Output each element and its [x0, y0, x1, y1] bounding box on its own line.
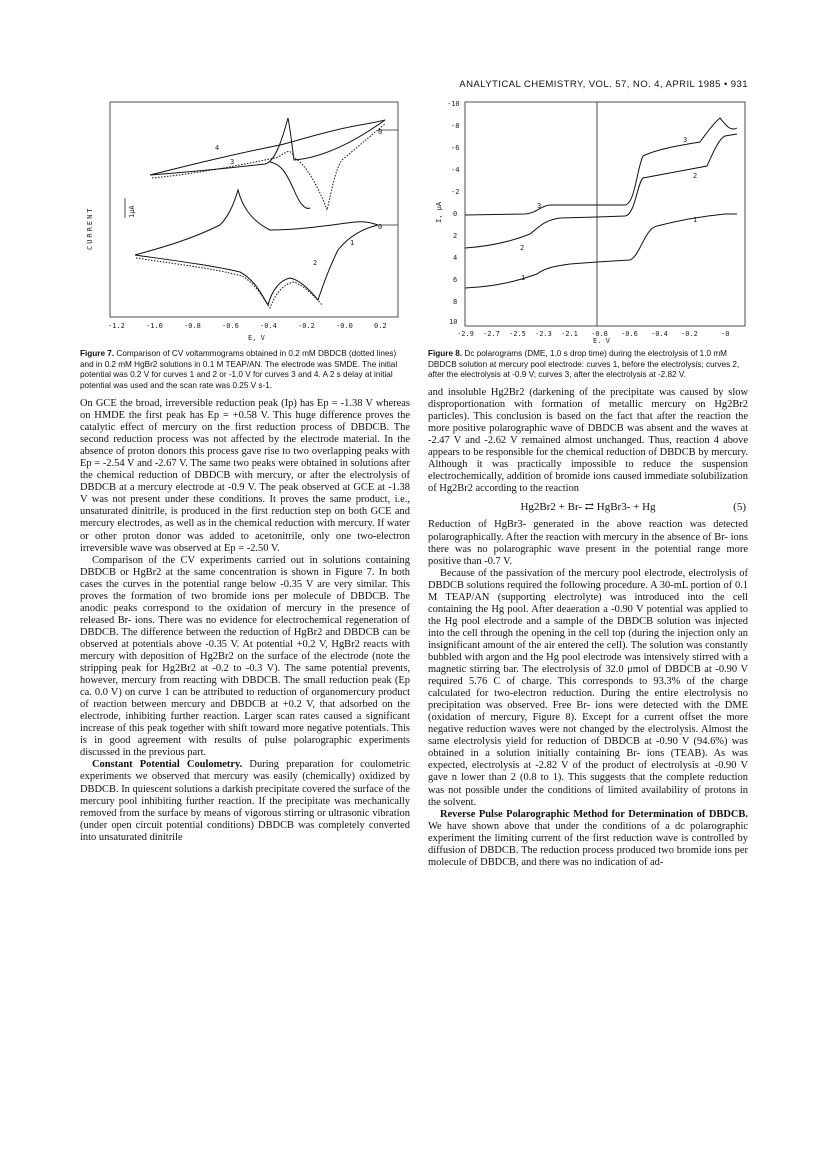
svg-text:-2.5: -2.5 — [509, 330, 526, 338]
running-header: ANALYTICAL CHEMISTRY, VOL. 57, NO. 4, APRIL 1985 • 931 — [459, 79, 748, 90]
svg-text:-0.8: -0.8 — [591, 330, 608, 338]
fig8-caption-text: Dc polarograms (DME, 1.0 s drop time) during the electrolysis of 1.0 mM DBDCB solution at mercury pool electrode: curves 1, before the electrolysis; curves 2, after the electrolysis at -0.9 V; curves 3, after the electrolysis at -2.82 V. — [428, 349, 740, 380]
svg-text:-4: -4 — [451, 166, 460, 174]
fig7-ylabel: CURRENT — [86, 206, 94, 250]
svg-text:-0.6: -0.6 — [621, 330, 638, 338]
svg-text:-1.0: -1.0 — [146, 322, 163, 330]
fig7-zero-bottom: 0 — [378, 223, 383, 231]
svg-text:-0.2: -0.2 — [298, 322, 315, 330]
svg-text:0.2: 0.2 — [374, 322, 387, 330]
fig7-frame — [110, 102, 398, 317]
fig8-caption — [428, 349, 748, 381]
figure-8 — [425, 98, 750, 343]
fig7-xlabel: E, V — [248, 334, 265, 342]
fig7-curve-1-return — [135, 225, 378, 305]
svg-text:-0.0: -0.0 — [336, 322, 353, 330]
svg-text:-0.6: -0.6 — [222, 322, 239, 330]
svg-text:-2.7: -2.7 — [483, 330, 500, 338]
right-paragraph-3: Because of the passivation of the mercury pool electrode, electrolysis of DBDCB solutions required the following procedure. A 30-mL portion of 0.1 M TEAP/AN (supporting electrolyte) was introduced into the cell containing the Hg pool. After deaeration a -0.90 V potential was applied to the Hg pool electrode and a sample of the DBDCB solution was injected into the cell through the opening in the cell top (during the injection only an insignificant amount of the air entered the cell). The solution was constantly bubbled with argon and the Hg pool electrode was intensively stirred with a magnetic stirring bar. The electrolysis of 32.0 μmol of DBDCB at -0.90 V required 5.76 C of charge. This corresponds to 93.3% of the charge calculated for two-electron reduction. During the entire electrolysis no precipitation was observed. Free Br- ions were detected with the DME (oxidation of mercury, Figure 8). Except for a current offset the more negative reduction waves were not changed by the electrolysis. Almost the same electrolysis yield for reduction of DBDCB at -0.90 V (94.6%) was obtained in a solution initially containing Br- ions (TEAB). As was expected, electrolysis at -2.82 V of the product of electrolysis at -0.90 V gave n lower than 2 (0.8 to 1). This suggests that the complete reduction was not possible under the conditions of limited availability of protons in the solvent. — [428, 567, 748, 808]
fig8-xlabel: E, V — [593, 337, 610, 343]
right-paragraph-2: Reduction of HgBr3- generated in the above reaction was detected polarographically. After the reaction with mercury in the absence of Br- ions there was no polarographic wave present in the potential range more positive than -0.7 V. — [428, 519, 748, 567]
svg-text:-2.9: -2.9 — [457, 330, 474, 338]
svg-text:-1.2: -1.2 — [108, 322, 125, 330]
fig8-ylabel: I, μA — [435, 201, 443, 223]
figure-7 — [80, 100, 410, 345]
svg-text:-0.4: -0.4 — [260, 322, 277, 330]
fig8-curve-3-right — [597, 118, 737, 205]
right-column — [428, 387, 748, 869]
fig8-curve-1-left — [465, 262, 597, 288]
fig8-label-1-right: 1 — [693, 216, 698, 224]
svg-text:-0.4: -0.4 — [651, 330, 668, 338]
fig7-label-2: 2 — [313, 259, 318, 267]
svg-text:-0: -0 — [721, 330, 730, 338]
left-paragraph-3: Constant Potential Coulometry. During preparation for coulometric experiments we observed that mercury was easily (chemically) oxidized by DBDCB. In quiescent solutions a darkish precipitate covered the surface of the mercury pool inhibiting further reaction. If the precipitate was mechanically removed from the surface by means of vigorous stirring or ultrasonic vibration (under open circuit potential conditions) DBDCB was completely converted into unsaturated dinitrile — [80, 759, 410, 843]
section-heading-coulometry: Constant Potential Coulometry. — [92, 759, 243, 771]
svg-text:6: 6 — [453, 276, 458, 284]
fig8-label-3-left: 3 — [537, 202, 542, 210]
fig7-caption — [80, 349, 410, 391]
svg-text:-6: -6 — [451, 144, 460, 152]
fig8-label-2-right: 2 — [693, 172, 698, 180]
fig7-label-3: 3 — [230, 158, 235, 166]
section-heading-reverse-pulse: Reverse Pulse Polarographic Method for Determination of DBDCB. — [440, 808, 748, 820]
fig7-caption-text: Comparison of CV voltammograms obtained in 0.2 mM DBDCB (dotted lines) and in 0.2 mM HgBr2 solutions in 0.1 M TEAP/AN. The electrode was SMDE. The initial potential was 0.2 V for curves 1 and 2 or -1.0 V for curves 3 and 4. A 2 s delay at initial potential was used and the scan rate was 0.25 V s-1. — [80, 349, 398, 390]
equation-5 — [428, 501, 748, 513]
svg-text:10: 10 — [449, 318, 458, 326]
fig7-curve-3 — [152, 124, 385, 210]
fig8-curve-2-left — [465, 217, 597, 248]
svg-text:-2: -2 — [451, 188, 460, 196]
svg-text:-10: -10 — [447, 100, 460, 108]
fig8-curve-3-left — [465, 205, 597, 215]
svg-text:-0.8: -0.8 — [184, 322, 201, 330]
fig7-label-1: 1 — [350, 239, 355, 247]
right-paragraph-4: Reverse Pulse Polarographic Method for Determination of DBDCB. We have shown above that under the conditions of a dc polarographic experiment the limiting current of the first reduction wave is controlled by diffusion of DBDCB. The reduction process produced two bromide ions per molecule of DBDCB, and there was no indication of ad- — [428, 808, 748, 868]
svg-text:0: 0 — [453, 210, 458, 218]
fig7-zero-top: 0 — [378, 128, 383, 136]
svg-text:-2.1: -2.1 — [561, 330, 578, 338]
svg-text:-2.3: -2.3 — [535, 330, 552, 338]
fig7-label-4: 4 — [215, 144, 220, 152]
left-column — [80, 398, 410, 844]
fig7-curve-4 — [150, 120, 385, 175]
equation-body: Hg2Br2 + Br- ⇄ HgBr3- + Hg — [520, 501, 656, 514]
fig8-label-1-left: 1 — [521, 274, 526, 282]
svg-text:4: 4 — [453, 254, 458, 262]
svg-text:8: 8 — [453, 298, 458, 306]
fig8-label-3-right: 3 — [683, 136, 688, 144]
svg-text:2: 2 — [453, 232, 458, 240]
fig7-caption-title: Figure 7. — [80, 349, 115, 358]
left-paragraph-1: On GCE the broad, irreversible reduction peak (Ip) has Ep = -1.38 V whereas on HMDE the first peak has Ep = +0.58 V. This huge difference proves the catalytic effect of mercury on the first reduction process of DBDCB. The second reduction process was not affected by the electrode material. In the absence of proton donors this process gave rise to two overlapping peaks with Ep = -2.54 V and -2.67 V. The same two peaks were obtained in solutions after the chemical reduction of DBDCB with mercury, or after the electrolysis of DBDCB at a mercury electrode at -0.9 V. The peak observed at GCE at -1.38 V was not present under these conditions. It proves the same product, i.e., unsaturated dinitrile, is produced in the first reduction step on both GCE and mercury electrodes, as well as in the chemical reduction with mercury. If water or other proton donor was added to acetonitrile, only one two-electron irreversible wave was observed at Ep = -2.50 V. — [80, 398, 410, 554]
equation-number: (5) — [733, 501, 746, 514]
fig7-curve-2 — [136, 258, 322, 308]
left-paragraph-2: Comparison of the CV experiments carried out in solutions containing DBDCB or HgBr2 at the same concentration is shown in Figure 7. In both cases the curves in the potential range below -0.35 V are very similar. This proves the formation of two bromide ions per molecule of DBDCB. The anodic peaks correspond to the oxidation of mercury in the presence of released Br- ions. There was no evidence for electrochemical regeneration of DBDCB. The difference between the reduction of HgBr2 and DBDCB can be observed at potentials above -0.35 V. At potential +0.2 V, HgBr2 reacts with mercury with deposition of Hg2Br2 on the surface of the electrode (note the stripping peak for Hg2Br2 at -0.2 to -0.3 V). The same potential prevents, however, mercury from reacting with DBDCB. The small reduction peak (Ep ca. 0.0 V) on curve 1 can be attributed to reduction of organomercury product of reaction between mercury and DBDCB at +0.2 V, that adsorbed on the electrode, inhibiting further reaction. Larger scan rates caused a significant increase of this peak together with shift toward more negative potentials. This is in good agreement with results of pulse polarographic experiments discussed in the previous part. — [80, 554, 410, 759]
fig8-caption-title: Figure 8. — [428, 349, 463, 358]
fig8-curve-1-right — [597, 214, 737, 262]
fig8-yticks — [447, 100, 460, 326]
right-paragraph-1: and insoluble Hg2Br2 (darkening of the precipitate was caused by slow disproportionation with formation of metallic mercury on Hg2Br2 particles). This conclusion is based on the fact that after the reaction the more positive polarographic wave of DBDCB was absent and the waves at -2.47 V and -2.62 V remained almost unchanged. Thus, reaction 4 above appears to be responsible for the chemical reduction of DBDCB by mercury. Although it was practically impossible to reduce the suspension electrochemically, addition of bromide ions caused immediate solubilization of Hg2Br2 according to the reaction — [428, 387, 748, 495]
svg-text:-0.2: -0.2 — [681, 330, 698, 338]
fig7-xticks — [108, 322, 387, 330]
svg-text:-8: -8 — [451, 122, 460, 130]
fig7-scale-label: 1μA — [128, 205, 136, 218]
fig8-label-2-left: 2 — [520, 244, 525, 252]
